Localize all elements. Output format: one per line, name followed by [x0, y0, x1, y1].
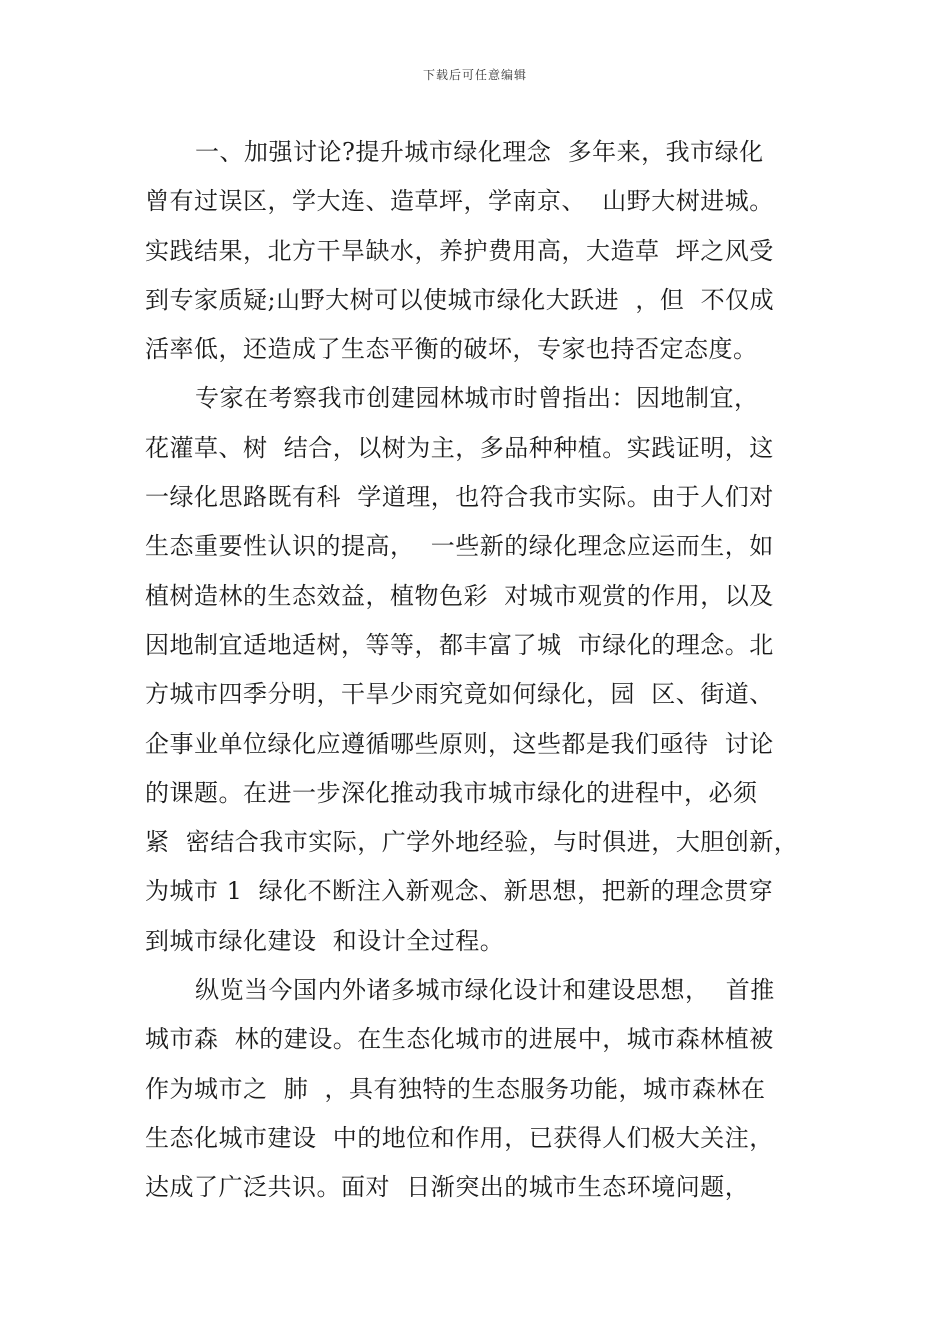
- paragraph-line: 的课题。在进一步深化推动我市城市绿化的进程中，必须: [145, 778, 758, 807]
- paragraph-line: 达成了广泛共识。面对 日渐突出的城市生态环境问题，: [145, 1173, 750, 1202]
- paragraph-line: 城市森 林的建设。在生态化城市的进展中，城市森林植被: [145, 1025, 774, 1054]
- paragraph-line: 方城市四季分明，干旱少雨究竟如何绿化，园 区、街道、: [145, 680, 774, 709]
- paragraph-line: 因地制宜适地适树，等等，都丰富了城 市绿化的理念。北: [145, 630, 774, 659]
- paragraph-line: 一、加强讨论?提升城市绿化理念 多年来，我市绿化: [195, 138, 764, 166]
- paragraph-line: 为城市 1 绿化不断注入新观念、新思想，把新的理念贯穿: [145, 877, 774, 906]
- document-body: [145, 132, 810, 1217]
- paragraph-line: 专家在考察我市创建园林城市时曾指出：因地制宜，: [195, 384, 759, 413]
- header-note: 下载后可任意编辑: [422, 68, 527, 82]
- paragraph-line: 企事业单位绿化应遵循哪些原则，这些都是我们亟待 讨论: [145, 729, 774, 758]
- paragraph-line: 活率低，还造成了生态平衡的破坏，专家也持否定态度。: [145, 335, 758, 364]
- paragraph-line: 实践结果，北方干旱缺水，养护费用高，大造草 坪之风受: [145, 236, 774, 265]
- paragraph-line: 曾有过误区，学大连、造草坪，学南京、 山野大树进城。: [145, 187, 774, 216]
- paragraph-line: 生态重要性认识的提高， 一些新的绿化理念应运而生，如: [145, 532, 774, 561]
- paragraph-line: 花灌草、树 结合，以树为主，多品种种植。实践证明，这: [145, 433, 774, 462]
- paragraph-line: 生态化城市建设 中的地位和作用，已获得人们极大关注，: [145, 1123, 774, 1152]
- paragraph-line: 一绿化思路既有科 学道理，也符合我市实际。由于人们对: [145, 483, 774, 512]
- paragraph-line: 到城市绿化建设 和设计全过程。: [145, 926, 505, 955]
- paragraph-line: 作为城市之 肺 ，具有独特的生态服务功能，城市森林在: [145, 1074, 766, 1103]
- paragraph-line: 纵览当今国内外诸多城市绿化设计和建设思想， 首推: [195, 976, 775, 1005]
- paragraph-line: 植树造林的生态效益，植物色彩 对城市观赏的作用，以及: [145, 581, 774, 610]
- paragraph-line: 紧 密结合我市实际，广学外地经验，与时俱进，大胆创新，: [145, 828, 799, 857]
- paragraph-line: 到专家质疑;山野大树可以使城市绿化大跃进 ，但 不仅成: [145, 285, 775, 314]
